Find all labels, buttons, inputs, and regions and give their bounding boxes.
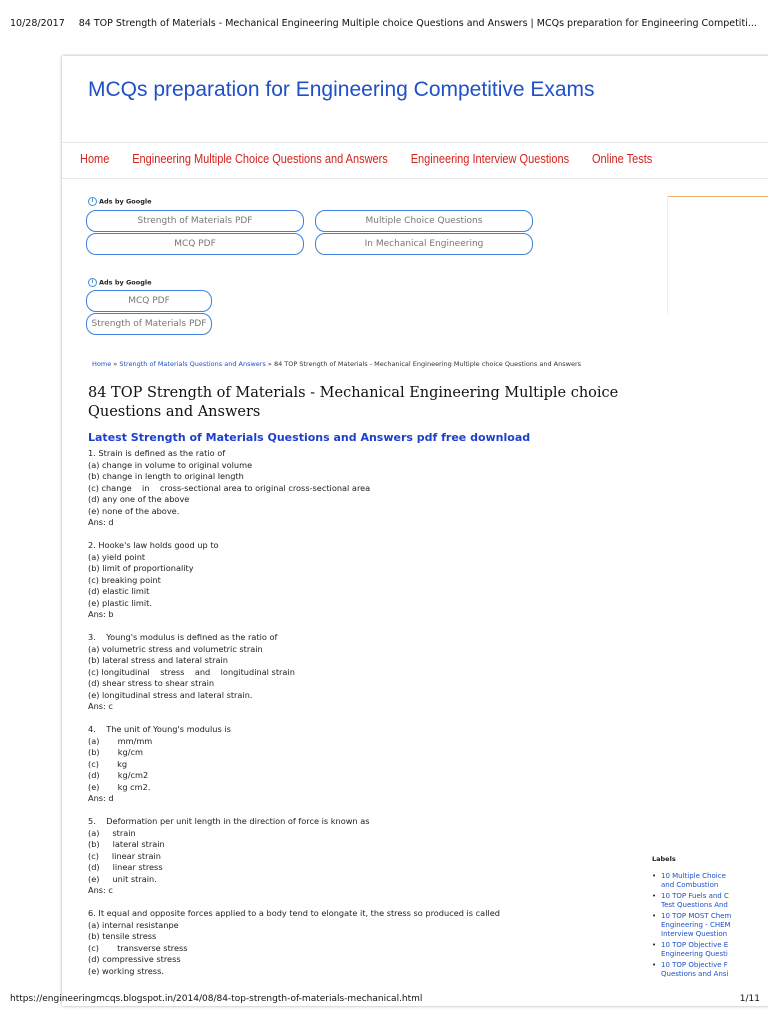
question-option: (d) any one of the above <box>88 494 190 504</box>
print-page-number: 1/11 <box>739 994 760 1004</box>
question-answer: Ans: c <box>88 885 113 895</box>
print-header <box>10 18 760 29</box>
question-stem: 1. Strain is defined as the ratio of <box>88 448 226 458</box>
nav-divider-top <box>62 142 768 143</box>
question-option: (d) compressive stress <box>88 954 181 964</box>
question-stem: 6. It equal and opposite forces applied to a body tend to elongate it, the stress so produced is called <box>88 908 500 918</box>
question-stem: 3. Young's modulus is defined as the ratio of <box>88 632 278 642</box>
ad-button[interactable]: In Mechanical Engineering <box>315 233 533 255</box>
question-option: (b) lateral stress and lateral strain <box>88 655 228 665</box>
print-date: 10/28/2017 <box>10 18 65 29</box>
question-option: (b) lateral strain <box>88 839 165 849</box>
labels-heading: Labels <box>652 855 676 863</box>
nav-item-engineering-mcq[interactable]: Engineering Multiple Choice Questions and Answers <box>132 152 388 166</box>
question-option: (c) linear strain <box>88 850 161 861</box>
post-subtitle: Latest Strength of Materials Questions and Answers pdf free download <box>88 431 531 444</box>
question-option: (a) mm/mm <box>88 735 153 746</box>
question-option: (a) strain <box>88 827 136 838</box>
breadcrumb-home-link[interactable]: Home <box>92 360 112 368</box>
question-stem: 5. Deformation per unit length in the direction of force is known as <box>88 816 370 826</box>
question-answer: Ans: d <box>88 517 114 527</box>
question-option: (b) change in length to original length <box>88 471 244 481</box>
sidebar-top-rule <box>667 196 768 197</box>
question-option: (c) longitudinal stress and longitudinal strain <box>88 666 295 677</box>
labels-list <box>650 872 768 982</box>
question-answer: Ans: b <box>88 609 114 619</box>
question-option: (d) linear stress <box>88 862 163 872</box>
question-option: (d) shear stress to shear strain <box>88 678 215 688</box>
print-page-title: 84 TOP Strength of Materials - Mechanical Engineering Multiple choice Questions and Answers | MCQs preparation for Engineering Competiti... <box>78 18 757 29</box>
question-option: (e) unit strain. <box>88 873 157 884</box>
label-link[interactable]: • 10 TOP Objective E Engineering Questi <box>650 941 768 958</box>
question-option: (a) change in volume to original volume <box>88 459 253 470</box>
question-option: (b) tensile stress <box>88 931 157 941</box>
question-option: (c) kg <box>88 758 128 769</box>
label-link[interactable]: • 10 TOP Fuels and C Test Questions And <box>650 892 768 909</box>
ad-button[interactable]: Strength of Materials PDF <box>86 210 304 232</box>
ad-info-icon[interactable]: i <box>88 197 97 206</box>
ad-button[interactable]: Strength of Materials PDF <box>86 313 212 335</box>
question-block <box>88 540 628 621</box>
ad-button[interactable]: Multiple Choice Questions <box>315 210 533 232</box>
ad-button[interactable]: MCQ PDF <box>86 290 212 312</box>
question-option: (e) longitudinal stress and lateral strain. <box>88 689 253 700</box>
print-footer <box>10 994 760 1004</box>
nav-item-home[interactable]: Home <box>80 152 110 166</box>
nav-item-interview-questions[interactable]: Engineering Interview Questions <box>410 152 570 166</box>
post-title: 84 TOP Strength of Materials - Mechanical Engineering Multiple choice Questions and Answers <box>88 385 619 420</box>
question-option: (e) none of the above. <box>88 505 180 516</box>
question-option: (d) elastic limit <box>88 586 150 596</box>
question-option: (b) kg/cm <box>88 747 143 757</box>
question-block <box>88 632 628 713</box>
ads-by-google-label: i Ads by Google <box>88 197 152 206</box>
print-url: https://engineeringmcqs.blogspot.in/2014/08/84-top-strength-of-materials-mechanical.html <box>10 994 423 1004</box>
question-stem: 2. Hooke's law holds good up to <box>88 540 219 550</box>
question-option: (e) plastic limit. <box>88 597 152 608</box>
nav-divider-bottom <box>62 178 768 179</box>
ads-by-google-label: i Ads by Google <box>88 278 152 287</box>
ad-button[interactable]: MCQ PDF <box>86 233 304 255</box>
ad-info-icon[interactable]: i <box>88 278 97 287</box>
question-option: (c) change in cross-sectional area to original cross-sectional area <box>88 482 371 493</box>
question-stem: 4. The unit of Young's modulus is <box>88 724 231 734</box>
question-list <box>88 448 628 989</box>
question-option: (a) volumetric stress and volumetric strain <box>88 643 263 654</box>
question-option: (b) limit of proportionality <box>88 563 194 573</box>
label-link[interactable]: • 10 TOP MOST Chem Engineering - CHEM Interview Question <box>650 912 768 938</box>
question-answer: Ans: d <box>88 793 114 803</box>
breadcrumb-category-link[interactable]: Strength of Materials Questions and Answers <box>119 360 266 368</box>
nav-item-online-tests[interactable]: Online Tests <box>591 152 653 166</box>
question-option: (e) working stress. <box>88 965 164 976</box>
question-option: (a) yield point <box>88 551 146 562</box>
question-block <box>88 448 628 529</box>
breadcrumb-current: 84 TOP Strength of Materials - Mechanical Engineering Multiple choice Questions and Answers <box>273 360 581 368</box>
question-block <box>88 908 628 977</box>
question-option: (c) breaking point <box>88 574 161 585</box>
question-answer: Ans: c <box>88 701 113 711</box>
question-block <box>88 816 628 897</box>
main-nav <box>80 152 652 166</box>
question-block <box>88 724 628 805</box>
label-link[interactable]: • 10 TOP Objective F Questions and Ansi <box>650 961 768 978</box>
breadcrumb: Home » Strength of Materials Questions and Answers » 84 TOP Strength of Materials - Mechanical Engineering Multiple choice Questions and Answers <box>92 360 581 368</box>
question-option: (c) transverse stress <box>88 942 188 953</box>
label-link[interactable]: • 10 Multiple Choice and Combustion <box>650 872 768 889</box>
question-option: (a) internal resistanpe <box>88 919 179 930</box>
blog-title-link[interactable]: MCQs preparation for Engineering Competitive Exams <box>88 78 595 101</box>
sidebar-divider <box>667 196 668 314</box>
question-option: (d) kg/cm2 <box>88 770 149 780</box>
question-option: (e) kg cm2. <box>88 781 151 792</box>
